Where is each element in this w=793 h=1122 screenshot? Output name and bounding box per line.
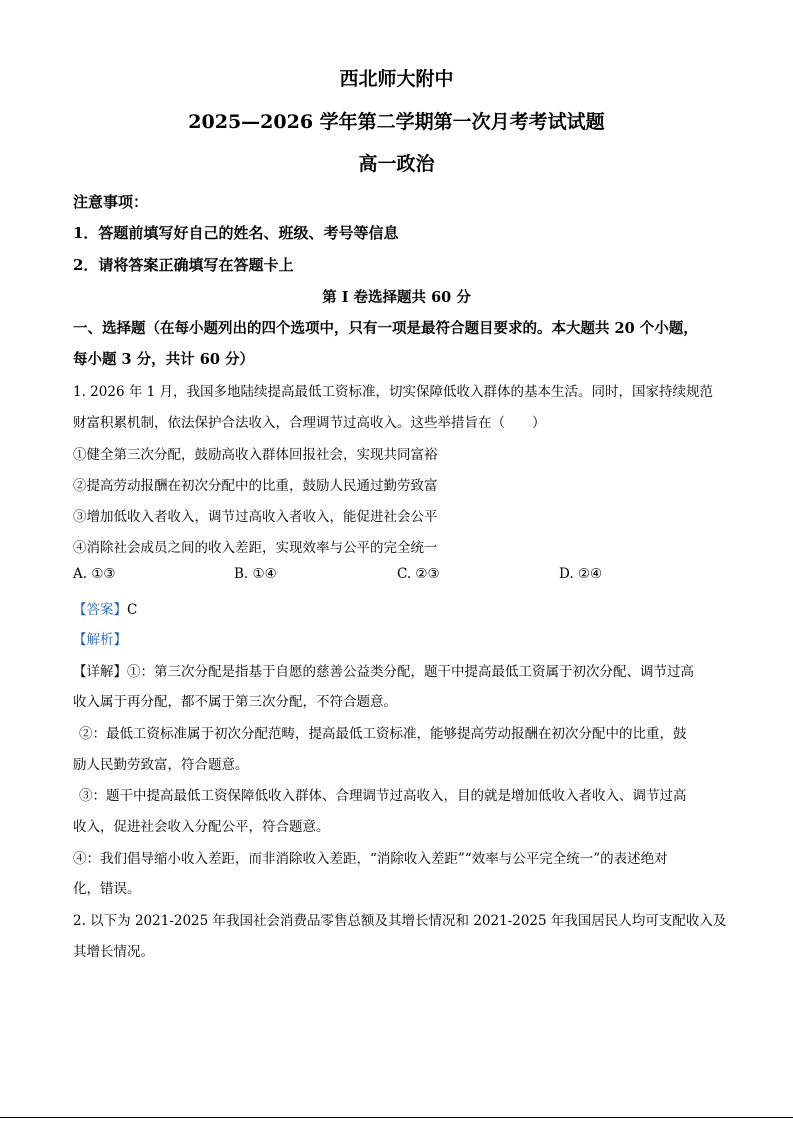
analysis-label: 【解析】 bbox=[73, 632, 127, 648]
detail-label: 【详解】 bbox=[73, 664, 127, 680]
statement: ②提高劳动报酬在初次分配中的比重，鼓励人民通过勤劳致富 bbox=[73, 478, 438, 494]
answer-value: C bbox=[127, 602, 138, 618]
question-2-stem: 2. 以下为 2021-2025 年我国社会消费品零售总额及其增长情况和 2021-2025 年我国居民人均可支配收入及 bbox=[73, 913, 727, 929]
question-1-stem: 财富积累机制，依法保护合法收入，合理调节过高收入。这些举措旨在（ ） bbox=[73, 415, 546, 431]
answer-label: 【答案】 bbox=[73, 602, 127, 618]
answer-line bbox=[73, 598, 137, 618]
question-1-stem: 1. 2026 年 1 月，我国多地陆续提高最低工资标准，切实保障低收入群体的基本生活。同时，国家持续规范 bbox=[73, 384, 713, 400]
option-b: B. ①④ bbox=[234, 566, 277, 582]
detail-text: 收入属于再分配，都不属于第三次分配，不符合题意。 bbox=[73, 694, 397, 710]
statement: ③增加低收入者收入，调节过高收入者收入，能促进社会公平 bbox=[73, 509, 438, 525]
statement: ④消除社会成员之间的收入差距，实现效率与公平的完全统一 bbox=[73, 540, 438, 556]
exam-title: 2025—2026 学年第二学期第一次月考考试试题 bbox=[188, 111, 605, 133]
detail-text: 化，错误。 bbox=[73, 881, 141, 897]
section-instruction: 一、选择题（在每小题列出的四个选项中，只有一项是最符合题目要求的。本大题共 20 个小题， bbox=[73, 320, 698, 337]
notes-title: 注意事项： bbox=[73, 193, 149, 211]
detail-text: ④：我们倡导缩小收入差距，而非消除收入差距，“消除收入差距”“效率与公平完全统一”的表述绝对 bbox=[73, 851, 668, 867]
page-bottom-rule bbox=[0, 1117, 793, 1118]
detail-text: 收入，促进社会收入分配公平，符合题意。 bbox=[73, 819, 330, 835]
section-title: 第 I 卷选择题共 60 分 bbox=[322, 289, 471, 306]
option-a: A. ①③ bbox=[73, 566, 116, 582]
question-2-stem: 其增长情况。 bbox=[73, 944, 154, 960]
note-item: 1．答题前填写好自己的姓名、班级、考号等信息 bbox=[73, 224, 399, 242]
option-d: D. ②④ bbox=[559, 566, 603, 582]
section-instruction: 每小题 3 分，共计 60 分） bbox=[73, 351, 254, 368]
detail-text: ②：最低工资标准属于初次分配范畴，提高最低工资标准，能够提高劳动报酬在初次分配中的比重，鼓 bbox=[79, 726, 687, 742]
statement: ①健全第三次分配，鼓励高收入群体回报社会，实现共同富裕 bbox=[73, 447, 438, 463]
option-c: C. ②③ bbox=[397, 566, 440, 582]
school-title: 西北师大附中 bbox=[339, 68, 454, 90]
subject-title: 高一政治 bbox=[358, 153, 435, 175]
note-item: 2．请将答案正确填写在答题卡上 bbox=[73, 256, 294, 274]
detail-line bbox=[73, 660, 694, 680]
detail-text: ③：题干中提高最低工资保障低收入群体、合理调节过高收入，目的就是增加低收入者收入、调节过高 bbox=[79, 788, 687, 804]
detail-text: 励人民勤劳致富，符合题意。 bbox=[73, 757, 249, 773]
detail-text: ①：第三次分配是指基于自愿的慈善公益类分配，题干中提高最低工资属于初次分配、调节过高 bbox=[127, 664, 694, 680]
